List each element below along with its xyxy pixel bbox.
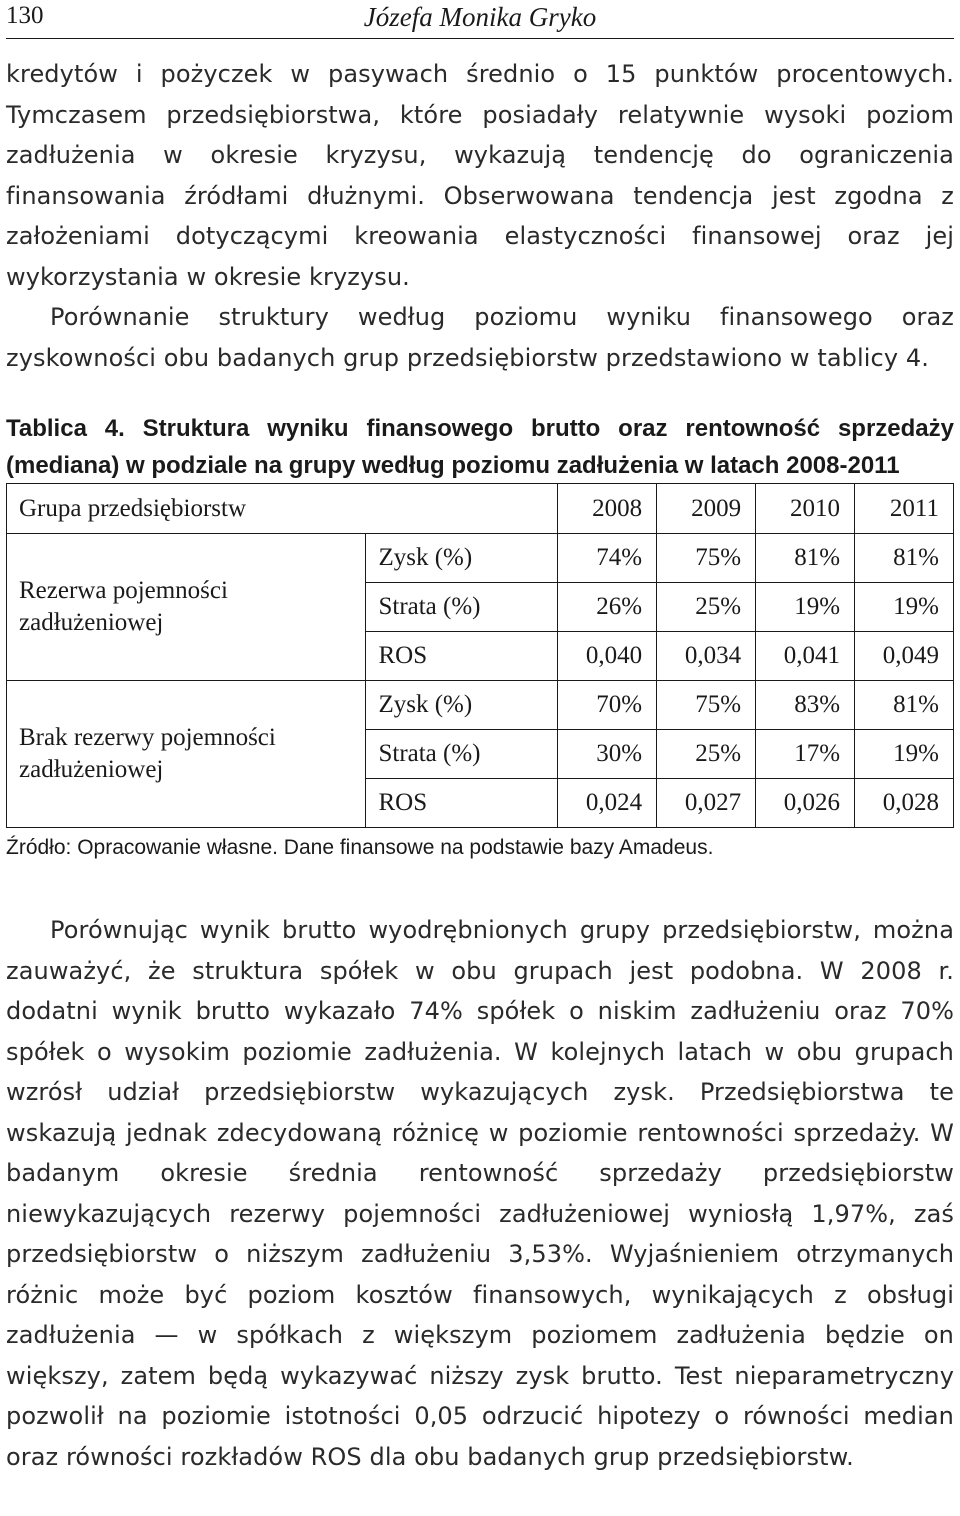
table-header-row bbox=[7, 484, 954, 534]
value-cell: 0,028 bbox=[855, 779, 954, 828]
value-cell: 75% bbox=[657, 534, 756, 583]
value-cell: 19% bbox=[855, 730, 954, 779]
value-cell: 0,024 bbox=[558, 779, 657, 828]
header-cell-year: 2008 bbox=[558, 484, 657, 534]
group-label: zadłużeniowej bbox=[19, 609, 164, 636]
value-cell: 83% bbox=[756, 681, 855, 730]
value-cell: 0,027 bbox=[657, 779, 756, 828]
metric-cell: Zysk (%) bbox=[366, 534, 558, 583]
group-label-cell bbox=[7, 534, 366, 681]
group-label-cell bbox=[7, 681, 366, 828]
value-cell: 81% bbox=[855, 534, 954, 583]
value-cell: 81% bbox=[855, 681, 954, 730]
body-paragraph: Porównanie struktury według poziomu wyniku finansowego oraz zyskowności obu badanych grup przedsiębiorstw przedstawiono w tablicy 4. bbox=[6, 303, 954, 372]
table-caption: Tablica 4. Struktura wyniku finansowego brutto oraz rentowność sprzedaży (mediana) w podziale na grupy według poziomu zadłużenia w latach 2008-2011 bbox=[6, 415, 954, 479]
header-cell-year: 2011 bbox=[855, 484, 954, 534]
group-label: Brak rezerwy pojemności bbox=[19, 724, 276, 751]
metric-cell: Zysk (%) bbox=[366, 681, 558, 730]
results-table bbox=[6, 483, 954, 828]
value-cell: 70% bbox=[558, 681, 657, 730]
value-cell: 0,040 bbox=[558, 632, 657, 681]
running-head-author: Józefa Monika Gryko bbox=[363, 2, 597, 32]
value-cell: 19% bbox=[756, 583, 855, 632]
body-paragraph: kredytów i pożyczek w pasywach średnio o 15 punktów procentowych. Tymczasem przedsiębiorstwa, które posiadały relatywnie wysoki poziom zadłużenia w okresie kryzysu, wykazują tendencję do ograniczenia finansowania źródłami dłużnymi. Obserwowana tendencja jest zgodna z założeniami dotyczącymi kreowania elastyczności finansowej oraz jej wykorzystania w okresie kryzysu. bbox=[6, 60, 954, 291]
value-cell: 0,049 bbox=[855, 632, 954, 681]
table-source-note: Źródło: Opracowanie własne. Dane finansowe na podstawie bazy Amadeus. bbox=[6, 836, 714, 859]
value-cell: 25% bbox=[657, 730, 756, 779]
group-label: zadłużeniowej bbox=[19, 756, 164, 783]
value-cell: 74% bbox=[558, 534, 657, 583]
value-cell: 25% bbox=[657, 583, 756, 632]
value-cell: 0,034 bbox=[657, 632, 756, 681]
value-cell: 19% bbox=[855, 583, 954, 632]
metric-cell: ROS bbox=[366, 779, 558, 828]
table-row bbox=[7, 681, 954, 730]
metric-cell: Strata (%) bbox=[366, 583, 558, 632]
value-cell: 81% bbox=[756, 534, 855, 583]
value-cell: 0,026 bbox=[756, 779, 855, 828]
value-cell: 0,041 bbox=[756, 632, 855, 681]
header-cell-year: 2010 bbox=[756, 484, 855, 534]
value-cell: 75% bbox=[657, 681, 756, 730]
group-label: Rezerwa pojemności bbox=[19, 577, 228, 604]
page-number: 130 bbox=[6, 2, 44, 29]
header-cell-group: Grupa przedsiębiorstw bbox=[7, 484, 558, 534]
header-cell-year: 2009 bbox=[657, 484, 756, 534]
body-paragraph: Porównując wynik brutto wyodrębnionych grupy przedsiębiorstw, można zauważyć, że struktura spółek w obu grupach jest podobna. W 2008 r. dodatni wynik brutto wykazało 74% spółek o niskim zadłużeniu oraz 70% spółek o wysokim poziomie zadłużenia. W kolejnych latach w obu grupach wzrósł udział przedsiębiorstw wykazujących zysk. Przedsiębiorstwa te wskazują jednak zdecydowaną różnicę w poziomie rentowności sprzedaży. W badanym okresie średnia rentowność sprzedaży przedsiębiorstw niewykazujących rezerwy pojemności zadłużeniowej wyniosłą 1,97%, zaś przedsiębiorstw o niższym zadłużeniu 3,53%. Wyjaśnieniem otrzymanych różnic może być poziom kosztów finansowych, wynikających z obsługi zadłużenia — w spółkach z większym poziomem zadłużenia będzie on większy, zatem będą wykazywać niższy zysk brutto. Test nieparametryczny pozwolił na poziomie istotności 0,05 odrzucić hipotezy o równości median oraz równości rozkładów ROS dla obu badanych grup przedsiębiorstw. bbox=[6, 916, 954, 1471]
metric-cell: Strata (%) bbox=[366, 730, 558, 779]
value-cell: 17% bbox=[756, 730, 855, 779]
table-row bbox=[7, 534, 954, 583]
page-header bbox=[6, 0, 954, 39]
value-cell: 26% bbox=[558, 583, 657, 632]
value-cell: 30% bbox=[558, 730, 657, 779]
metric-cell: ROS bbox=[366, 632, 558, 681]
